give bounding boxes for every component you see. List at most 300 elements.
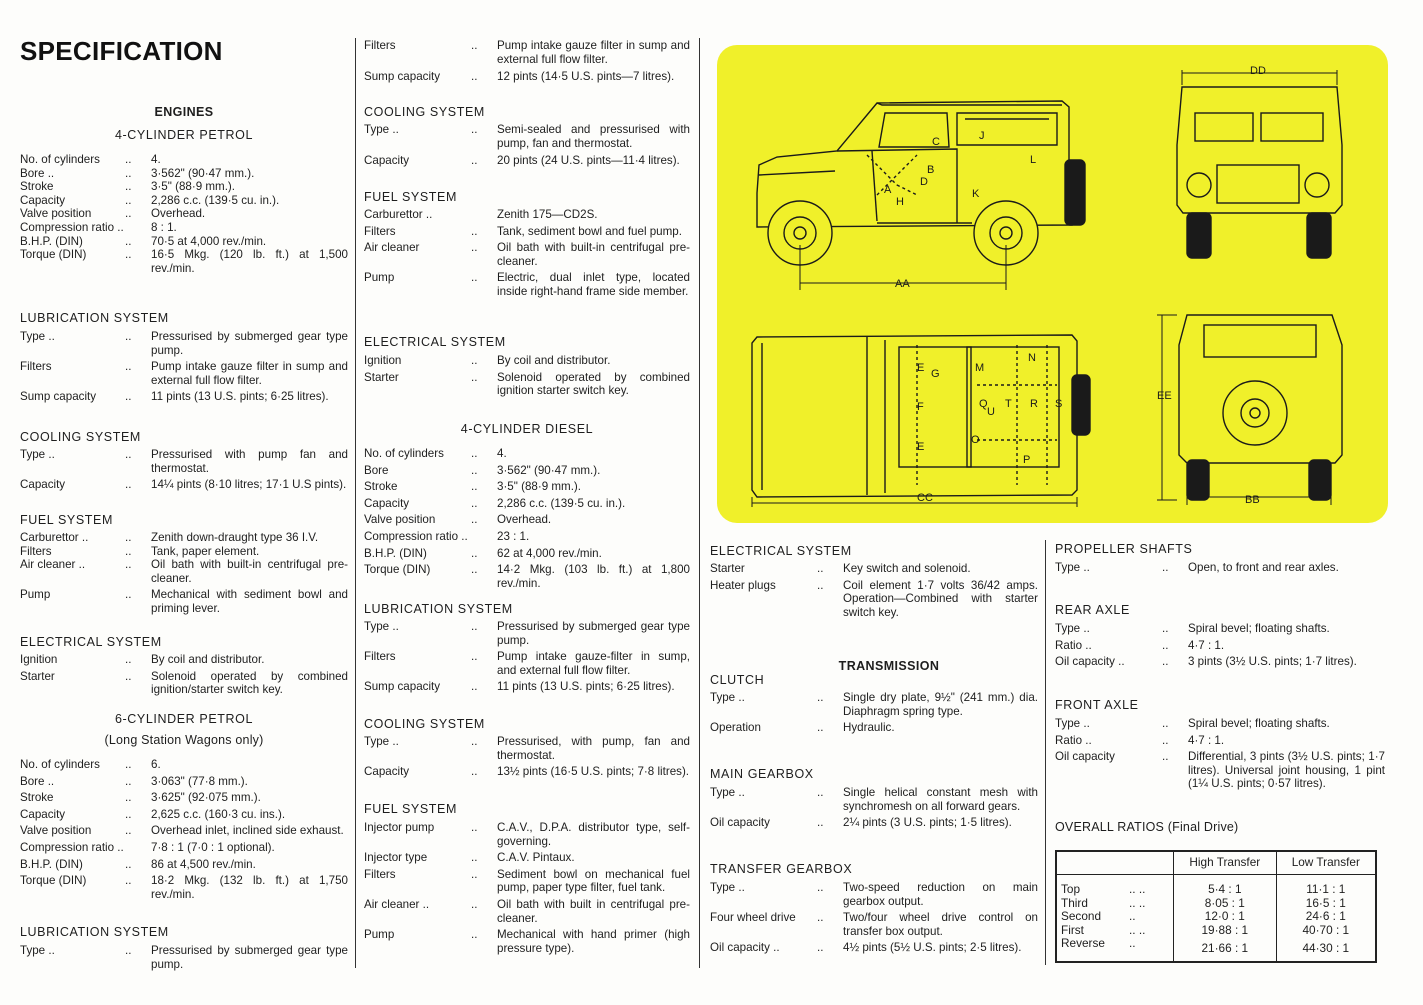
petrol6-specs [20, 758, 348, 901]
spec-label: Compression ratio .. [20, 220, 124, 234]
spec-value: 2,286 c.c. (139·5 cu. in.). [151, 193, 280, 207]
spec-label: Injector type [364, 851, 428, 865]
spec-label: Carburettor .. [364, 208, 433, 221]
spec-label: Bore .. [20, 774, 55, 788]
spec-leader-dots: .. [471, 680, 478, 694]
diesel4-specs [364, 447, 690, 590]
spec-row [20, 775, 348, 789]
headlamp-right [1305, 173, 1329, 197]
col-low-transfer: Low Transfer [1276, 851, 1376, 875]
spec-row [20, 670, 348, 697]
spec-value: 2,625 c.c. (160·3 cu. ins.). [151, 807, 286, 821]
petrol4-specs [20, 153, 348, 275]
gear-cell [1056, 924, 1174, 938]
spec-leader-dots: .. [1162, 638, 1169, 652]
windscreen-left [1195, 113, 1253, 141]
spec-row [364, 371, 690, 398]
rear-window [1204, 325, 1316, 357]
col2-cooling-heading: COOLING SYSTEM [364, 105, 485, 119]
petrol4-fuel-specs [20, 531, 348, 616]
spec-label: Type .. [364, 735, 399, 748]
diagram-label: E [917, 362, 925, 374]
spec-value: 4½ pints (5½ U.S. pints; 2·5 litres). [843, 941, 1022, 955]
spec-leader-dots: .. [125, 558, 132, 572]
spec-value: Pressurised by submerged gear type pump. [497, 620, 690, 647]
spec-value: 14·2 Mkg. (103 lb. ft.) at 1,800 rev./min. [497, 563, 690, 590]
spec-label: Ignition [20, 653, 58, 666]
spec-row [364, 650, 690, 677]
spec-leader-dots: .. [471, 241, 478, 255]
clutch-heading: CLUTCH [710, 673, 765, 687]
spec-row [710, 911, 1038, 938]
spec-value: Single dry plate, 9½" (241 mm.) dia. Diaphragm spring type. [843, 691, 1038, 718]
spec-leader-dots: .. [1162, 622, 1169, 635]
spec-leader-dots: .. [471, 70, 478, 84]
spec-row [364, 928, 690, 955]
spec-label: Capacity [20, 807, 66, 821]
spec-value: Zenith down-draught type 36 I.V. [151, 531, 319, 544]
ratios-corner [1056, 851, 1174, 875]
spec-value: 4·7 : 1. [1188, 733, 1225, 747]
spec-value: Oil bath with built-in centrifugal pre-cleaner. [497, 241, 690, 268]
diesel4-lubrication-specs [364, 620, 690, 694]
page-title: SPECIFICATION [20, 36, 223, 66]
spare-wheel-side [1065, 160, 1085, 225]
spec-row [710, 941, 1038, 955]
spec-value: Pressurised with pump fan and thermostat. [151, 448, 348, 475]
column-divider [355, 38, 356, 968]
gear-cell [1056, 875, 1174, 897]
spec-value: Two-speed reduction on main gearbox output. [843, 881, 1038, 908]
spec-label: Air cleaner .. [364, 897, 430, 911]
engines-heading: ENGINES [154, 105, 214, 119]
spec-row [364, 547, 690, 561]
spec-leader-dots: .. [817, 911, 824, 925]
spec-label: No. of cylinders [364, 447, 444, 460]
diagram-label: L [1030, 154, 1037, 166]
gear-cell [1056, 897, 1174, 911]
spec-leader-dots: .. [471, 735, 478, 748]
dimension-label-cc: CC [917, 492, 933, 504]
spec-row [1055, 717, 1385, 731]
low-transfer-ratio: 24·6 : 1 [1276, 910, 1376, 924]
col2-fuel-specs [364, 208, 690, 299]
diesel4-lubrication-heading: LUBRICATION SYSTEM [364, 602, 513, 616]
spec-label: Type .. [1055, 622, 1090, 635]
dimension-label-aa: AA [895, 278, 910, 290]
spec-label: B.H.P. (DIN) [364, 546, 427, 560]
plan-seats-front [899, 347, 971, 467]
spec-row [364, 530, 690, 544]
spec-label: Pump [364, 271, 395, 285]
spec-label: Type .. [20, 448, 55, 461]
spec-label: Pump [20, 588, 51, 602]
diagram-label: O [971, 434, 980, 446]
spec-label: Ratio .. [1055, 638, 1092, 652]
gear-leader-dots: .. [1129, 909, 1136, 924]
diagram-label: T [1005, 398, 1012, 410]
spec-leader-dots [471, 530, 497, 544]
spec-leader-dots: .. [471, 370, 478, 384]
spec-label: Torque (DIN) [364, 563, 431, 577]
spec-row [1055, 655, 1385, 669]
spec-label: Carburettor .. [20, 531, 89, 544]
spec-leader-dots: .. [471, 480, 478, 494]
dimension-label-ee: EE [1157, 390, 1172, 402]
diagram-label: B [927, 164, 935, 176]
low-transfer-ratio: 16·5 : 1 [1276, 897, 1376, 911]
spec-label: Ignition [364, 354, 402, 367]
spec-row [710, 816, 1038, 830]
spec-value: 4. [497, 447, 507, 460]
spec-value: Pump intake gauze filter in sump and external full flow filter. [151, 360, 348, 387]
diesel4-heading: 4-CYLINDER DIESEL [460, 422, 594, 436]
spec-leader-dots: .. [125, 669, 132, 683]
spec-value: Electric, dual inlet type, located inside right-hand frame side member. [497, 271, 690, 298]
petrol6-subheading: (Long Station Wagons only) [104, 733, 264, 747]
spec-leader-dots: .. [471, 154, 478, 168]
spec-row [364, 123, 690, 150]
spec-value: Spiral bevel; floating shafts. [1188, 622, 1330, 635]
spec-value: Spiral bevel; floating shafts. [1188, 717, 1330, 730]
spec-leader-dots: .. [817, 881, 824, 894]
front-tyre-right [1307, 213, 1331, 258]
gear-leader-dots: .. .. [1129, 882, 1146, 896]
spec-leader-dots: .. [1162, 561, 1169, 574]
spec-label: Filters [20, 544, 52, 558]
spec-leader-dots: .. [817, 562, 824, 575]
spec-row [20, 653, 348, 667]
spec-value: 86 at 4,500 rev./min. [151, 857, 256, 871]
spec-label: Four wheel drive [710, 911, 796, 925]
spec-label: Sump capacity [364, 70, 441, 84]
spec-row [20, 235, 348, 249]
diesel4-cooling-heading: COOLING SYSTEM [364, 717, 485, 731]
spec-label: B.H.P. (DIN) [20, 857, 83, 871]
spec-leader-dots: .. [125, 330, 132, 343]
gear-name: Reverse [1061, 936, 1105, 951]
spec-value: 20 pints (24 U.S. pints—11·4 litres). [497, 154, 680, 168]
ratio-row [1056, 875, 1376, 897]
spec-value: 18·2 Mkg. (132 lb. ft.) at 1,750 rev./min. [151, 874, 348, 901]
spec-label: Valve position [20, 824, 92, 838]
spec-value: Zenith 175—CD2S. [497, 208, 598, 221]
spec-leader-dots: .. [125, 360, 132, 374]
spec-value: 3·562" (90·47 mm.). [151, 166, 255, 180]
spec-row [364, 765, 690, 779]
spare-wheel-plan [1072, 375, 1090, 435]
spec-leader-dots: .. [471, 447, 478, 460]
spec-label: Air cleaner .. [20, 558, 86, 572]
spec-value: Solenoid operated by combined ignition/starter switch key. [151, 669, 348, 697]
spec-label: Type .. [1055, 561, 1090, 574]
spec-row [20, 588, 348, 615]
spec-label: Filters [364, 224, 396, 238]
spec-label: Air cleaner [364, 241, 420, 255]
spec-row [364, 513, 690, 527]
spec-leader-dots: .. [125, 588, 132, 602]
spec-value: Overhead. [497, 513, 552, 527]
main-gearbox-specs [710, 786, 1038, 830]
headlamp-left [1187, 173, 1211, 197]
spec-leader-dots: .. [471, 765, 478, 779]
spec-leader-dots: .. [471, 650, 478, 664]
spec-label: Oil capacity [710, 816, 770, 830]
spec-leader-dots: .. [471, 39, 478, 52]
col2-electrical-heading: ELECTRICAL SYSTEM [364, 335, 506, 349]
diagram-label: Q [979, 398, 988, 410]
spec-leader-dots: .. [125, 207, 132, 221]
side-window [957, 113, 1057, 145]
dimension-label-bb: BB [1245, 494, 1260, 506]
gear-cell [1056, 910, 1174, 924]
spec-leader-dots: .. [125, 478, 132, 492]
spec-row [20, 330, 348, 357]
spec-label: Valve position [364, 513, 436, 527]
spec-label: Valve position [20, 207, 92, 221]
spec-label: Capacity [20, 478, 66, 492]
spec-row [20, 874, 348, 901]
high-transfer-ratio: 21·66 : 1 [1174, 937, 1277, 962]
ratio-row [1056, 937, 1376, 962]
rear-tyre-left [1187, 460, 1209, 500]
ratio-row [1056, 910, 1376, 924]
ratios-heading: OVERALL RATIOS (Final Drive) [1055, 820, 1239, 834]
spec-leader-dots: .. [125, 544, 132, 558]
spec-value: Open, to front and rear axles. [1188, 561, 1339, 574]
front-grille [1217, 165, 1299, 203]
spec-label: Torque (DIN) [20, 874, 87, 888]
diagram-label: J [979, 130, 985, 142]
spec-row [364, 241, 690, 268]
diagram-label: P [1023, 454, 1031, 466]
spec-row [364, 735, 690, 762]
col2-electrical-specs [364, 354, 690, 398]
spec-value: Coil element 1·7 volts 36/42 amps. Operation—Combined with starter switch key. [843, 578, 1038, 619]
spec-label: No. of cylinders [20, 153, 100, 166]
spec-leader-dots: .. [125, 857, 132, 871]
spec-row [364, 680, 690, 694]
spec-leader-dots: .. [125, 234, 132, 248]
spec-label: Type .. [364, 123, 399, 136]
spec-label: Starter [20, 669, 55, 683]
clutch-specs [710, 691, 1038, 735]
petrol6-lubrication-specs [20, 944, 348, 971]
spec-row [20, 478, 348, 492]
spec-leader-dots: .. [125, 180, 132, 194]
diagram-label: M [975, 362, 985, 374]
transfer-gearbox-heading: TRANSFER GEARBOX [710, 862, 853, 876]
spec-value: 6. [151, 758, 161, 771]
spec-value: 14¼ pints (8·10 litres; 17·1 U.S pints). [151, 478, 347, 492]
spec-leader-dots: .. [817, 691, 824, 704]
spec-value: 8 : 1. [151, 220, 177, 234]
spec-value: 16·5 Mkg. (120 lb. ft.) at 1,500 rev./min. [151, 248, 348, 275]
rear-tyre-right [1309, 460, 1331, 500]
front-axle-heading: FRONT AXLE [1055, 698, 1139, 712]
spec-label: Sump capacity [364, 680, 441, 694]
spec-row [20, 207, 348, 221]
spec-label: Bore .. [20, 166, 55, 180]
spec-label: Type .. [710, 881, 745, 894]
diagram-label: H [896, 196, 904, 208]
diagram-label: E [917, 441, 925, 453]
spec-label: Type .. [710, 691, 745, 704]
spec-row [364, 154, 690, 168]
diesel4-fuel-specs [364, 821, 690, 955]
spec-leader-dots: .. [1162, 733, 1169, 747]
spec-row [710, 691, 1038, 718]
spec-leader-dots: .. [125, 193, 132, 207]
spec-row [20, 545, 348, 559]
spec-row [364, 208, 690, 222]
spec-value: 3·5" (88·9 mm.). [497, 480, 581, 494]
spec-row [364, 821, 690, 848]
spec-leader-dots: .. [471, 463, 478, 477]
spec-leader-dots: .. [1162, 717, 1169, 730]
spec-label: No. of cylinders [20, 758, 100, 771]
spec-label: Pump [364, 928, 395, 942]
ratios-body [1056, 875, 1376, 962]
spec-value: Pump intake gauze-filter in sump, and external full flow filter. [497, 650, 690, 677]
spec-row [364, 464, 690, 478]
col2-fuel-heading: FUEL SYSTEM [364, 190, 457, 204]
spec-value: Semi-sealed and pressurised with pump, fan and thermostat. [497, 123, 690, 150]
front-tyre-left [1187, 213, 1211, 258]
spec-leader-dots: .. [125, 248, 132, 262]
spec-label: Capacity [364, 765, 410, 779]
spec-leader-dots: .. [125, 448, 132, 461]
spec-row [364, 447, 690, 461]
spec-leader-dots: .. [1162, 655, 1169, 669]
spec-label: Stroke [20, 180, 54, 194]
spec-value: 70·5 at 4,000 rev./min. [151, 234, 267, 248]
spec-value: 13½ pints (16·5 U.S. pints; 7·8 litres). [497, 765, 690, 779]
spec-row [20, 153, 348, 167]
spec-leader-dots: .. [125, 390, 132, 404]
diagram-label: R [1030, 398, 1038, 410]
spec-leader-dots: .. [471, 123, 478, 136]
spec-row [20, 448, 348, 475]
diagram-label: U [987, 406, 995, 418]
spec-leader-dots: .. [471, 496, 478, 510]
spec-row [710, 579, 1038, 620]
spec-value: 3·5" (88·9 mm.). [151, 180, 235, 194]
spec-row [20, 390, 348, 404]
petrol4-lubrication-heading: LUBRICATION SYSTEM [20, 311, 169, 325]
spec-value: C.A.V. Pintaux. [497, 851, 575, 865]
spec-row [364, 898, 690, 925]
spec-row [1055, 734, 1385, 748]
spec-leader-dots: .. [125, 824, 132, 838]
spec-value: Oil bath with built-in centrifugal pre-cleaner. [151, 558, 348, 585]
diagram-label: K [972, 188, 980, 200]
diesel4-fuel-heading: FUEL SYSTEM [364, 802, 457, 816]
spec-value: 2¼ pints (3 U.S. pints; 1·5 litres). [843, 816, 1012, 830]
spec-leader-dots: .. [471, 620, 478, 633]
spec-row [1055, 639, 1385, 653]
front-view-body [1177, 87, 1342, 213]
spec-leader-dots: .. [471, 271, 478, 285]
spec-row [364, 563, 690, 590]
diagram-label: F [917, 401, 924, 413]
spec-leader-dots: .. [817, 941, 824, 955]
spec-value: Key switch and solenoid. [843, 562, 971, 575]
spec-row [20, 758, 348, 772]
gear-name: Top [1061, 882, 1081, 896]
petrol4-cooling-heading: COOLING SYSTEM [20, 430, 141, 444]
spec-row [20, 558, 348, 585]
spec-label: Starter [710, 562, 745, 575]
spec-leader-dots: .. [817, 721, 824, 735]
spec-leader-dots: .. [471, 513, 478, 527]
spec-row [20, 808, 348, 822]
vehicle-dimension-diagram [717, 45, 1388, 523]
spec-label: Compression ratio .. [20, 840, 124, 854]
spec-leader-dots: .. [125, 774, 132, 788]
spec-leader-dots: .. [471, 821, 478, 834]
spec-row [20, 167, 348, 181]
spec-row [364, 620, 690, 647]
spec-row [20, 360, 348, 387]
spec-row [20, 944, 348, 971]
spec-row [364, 354, 690, 368]
spec-row [364, 271, 690, 298]
spec-value: Oil bath with built in centrifugal pre-cleaner. [497, 897, 690, 925]
col2-lubrication-specs [364, 39, 690, 84]
spec-label: B.H.P. (DIN) [20, 234, 83, 248]
petrol4-electrical-specs [20, 653, 348, 697]
spec-value: Hydraulic. [843, 721, 895, 735]
spec-value: Mechanical with sediment bowl and priming lever. [151, 588, 348, 615]
spec-label: Oil capacity .. [710, 941, 780, 955]
spec-leader-dots: .. [471, 867, 478, 881]
spec-row [710, 881, 1038, 908]
spec-label: Stroke [20, 791, 54, 805]
spec-value: Tank, paper element. [151, 544, 260, 558]
spec-value: 62 at 4,000 rev./min. [497, 546, 602, 560]
petrol4-electrical-heading: ELECTRICAL SYSTEM [20, 635, 162, 649]
diesel4-cooling-specs [364, 735, 690, 779]
ratio-row [1056, 897, 1376, 911]
vehicle-drawing [717, 45, 1388, 523]
spec-row [20, 221, 348, 235]
spec-value: 12 pints (14·5 U.S. pints—7 litres). [497, 70, 675, 84]
petrol4-heading: 4-CYLINDER PETROL [114, 128, 253, 142]
spec-value: 3·625" (92·075 mm.). [151, 791, 261, 805]
diagram-label: A [884, 184, 892, 196]
spec-label: Capacity [364, 496, 410, 510]
spec-leader-dots: .. [817, 786, 824, 799]
spec-value: 3·063" (77·8 mm.). [151, 774, 248, 788]
rear-axle-heading: REAR AXLE [1055, 603, 1130, 617]
spec-value: Differential, 3 pints (3½ U.S. pints; 1·7 litres). Universal joint housing, 1 pint (1¼ U.S. pints; 0·57 litres). [1188, 750, 1385, 791]
col3-electrical-heading: ELECTRICAL SYSTEM [710, 544, 852, 558]
spec-label: Filters [364, 867, 396, 881]
spec-leader-dots [125, 841, 151, 855]
propeller-heading: PROPELLER SHAFTS [1055, 542, 1193, 556]
gear-leader-dots: .. .. [1129, 922, 1146, 937]
spec-value: Mechanical with hand primer (high pressure type). [497, 928, 690, 955]
gear-leader-dots: .. .. [1129, 895, 1146, 910]
rear-axle-specs [1055, 622, 1385, 669]
spec-row [364, 851, 690, 865]
spec-value: Sediment bowl on mechanical fuel pump, paper type filter, fuel tank. [497, 867, 690, 895]
spec-leader-dots: .. [471, 224, 478, 238]
spec-label: Type .. [20, 330, 55, 343]
spec-value: Pressurised by submerged gear type pump. [151, 944, 348, 971]
spec-leader-dots: .. [471, 546, 478, 560]
